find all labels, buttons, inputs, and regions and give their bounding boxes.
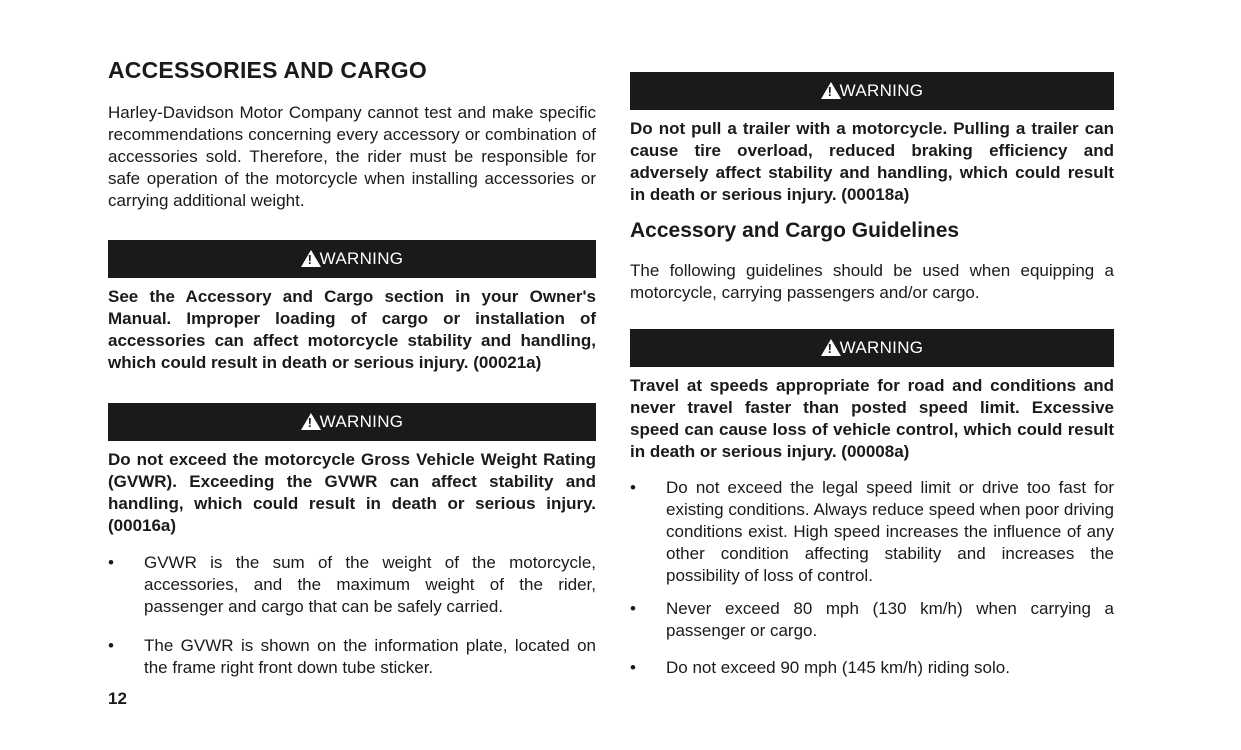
- list-item-text: Never exceed 80 mph (130 km/h) when carrying a passenger or cargo.: [666, 599, 1114, 640]
- bullet-icon: •: [108, 636, 114, 655]
- warning-triangle-icon: [821, 82, 841, 99]
- guidelines-paragraph: The following guidelines should be used when equipping a motorcycle, carrying passengers and/or cargo.: [630, 261, 1114, 302]
- list-item: [108, 635, 596, 679]
- list-item-text: GVWR is the sum of the weight of the motorcycle, accessories, and the maximum weight of the rider, passenger and cargo that can be safely carried.: [144, 553, 596, 616]
- intro-paragraph: Harley-Davidson Motor Company cannot test and make specific recommendations concerning every accessory or combination of accessories sold. Therefore, the rider must be responsible for safe operation of the motorcycle when installing accessories or carrying additional weight.: [108, 103, 596, 210]
- warning-text-3: Do not pull a trailer with a motorcycle. Pulling a trailer can cause tire overload, reduced braking efficiency and adversely affect stability and handling, which could result in death or serious injury. (00018a): [630, 119, 1114, 204]
- page-title: ACCESSORIES AND CARGO: [108, 57, 427, 83]
- page-number: 12: [108, 689, 127, 708]
- warning-text-1: See the Accessory and Cargo section in your Owner's Manual. Improper loading of cargo or installation of accessories can affect motorcycle stability and handling, which could result in death or serious injury. (00021a): [108, 287, 596, 372]
- warning-text-4: Travel at speeds appropriate for road and conditions and never travel faster than posted speed limit. Excessive speed can cause loss of vehicle control, which could result in death or serious injury. (00008a): [630, 376, 1114, 461]
- bullet-icon: •: [630, 478, 636, 497]
- warning-triangle-icon: [821, 339, 841, 356]
- warning-label: WARNING: [319, 412, 404, 431]
- warning-text-2: Do not exceed the motorcycle Gross Vehicle Weight Rating (GVWR). Exceeding the GVWR can affect stability and handling, which could result in death or serious injury. (00016a): [108, 450, 596, 535]
- list-item: [630, 657, 1114, 679]
- bullet-icon: •: [108, 553, 114, 572]
- warning-banner-2: [108, 403, 596, 441]
- list-item-text: The GVWR is shown on the information plate, located on the frame right front down tube sticker.: [144, 636, 596, 677]
- bullet-icon: •: [630, 658, 636, 677]
- bullet-icon: •: [630, 599, 636, 618]
- list-item: [630, 598, 1114, 642]
- warning-triangle-icon: [301, 413, 321, 430]
- warning-triangle-icon: [301, 250, 321, 267]
- warning-banner-1: [108, 240, 596, 278]
- section-subtitle: Accessory and Cargo Guidelines: [630, 219, 960, 242]
- list-item-text: Do not exceed the legal speed limit or drive too fast for existing conditions. Always reduce speed when poor driving conditions exist. High speed increases the influence of any other condition affecting stability and increases the possibility of loss of control.: [666, 478, 1114, 585]
- warning-banner-3: [630, 72, 1114, 110]
- warning-banner-4: [630, 329, 1114, 367]
- warning-label: WARNING: [839, 338, 924, 357]
- list-item: [108, 552, 596, 618]
- warning-label: WARNING: [839, 81, 924, 100]
- list-item-text: Do not exceed 90 mph (145 km/h) riding solo.: [666, 658, 1010, 677]
- list-item: [630, 477, 1114, 587]
- warning-label: WARNING: [319, 249, 404, 268]
